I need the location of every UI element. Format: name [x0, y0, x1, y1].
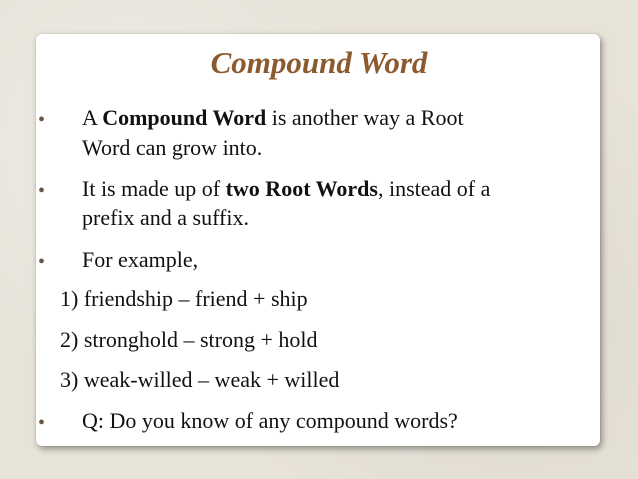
bullet-3-text: For example,: [82, 247, 199, 272]
bullet-icon: •: [38, 180, 46, 202]
bullet-icon: •: [38, 109, 46, 131]
bullet-icon: •: [38, 412, 46, 434]
example-item-2: 2) stronghold – strong + hold: [60, 327, 318, 352]
example-item-3: 3) weak-willed – weak + willed: [60, 367, 340, 392]
bullet-1-bold: Compound Word: [102, 105, 267, 130]
slide-title: Compound Word: [210, 45, 428, 80]
bullet-icon: •: [38, 251, 46, 273]
bullet-2-lead: It is made up of: [82, 176, 226, 201]
example-item-1: 1) friendship – friend + ship: [60, 286, 308, 311]
bullet-4-text: Q: Do you know of any compound words?: [82, 408, 458, 433]
bullet-1-lead: A: [82, 105, 103, 130]
bullet-2-bold: two Root Words: [225, 176, 378, 201]
bullet-2-rest: , instead of a: [377, 176, 491, 201]
bullet-1-line-2: Word can grow into.: [82, 135, 263, 160]
bullet-1-line-1: [82, 101, 464, 135]
bullet-1-rest: is another way a Root: [266, 105, 464, 130]
bullet-2-line-2: prefix and a suffix.: [82, 205, 249, 230]
